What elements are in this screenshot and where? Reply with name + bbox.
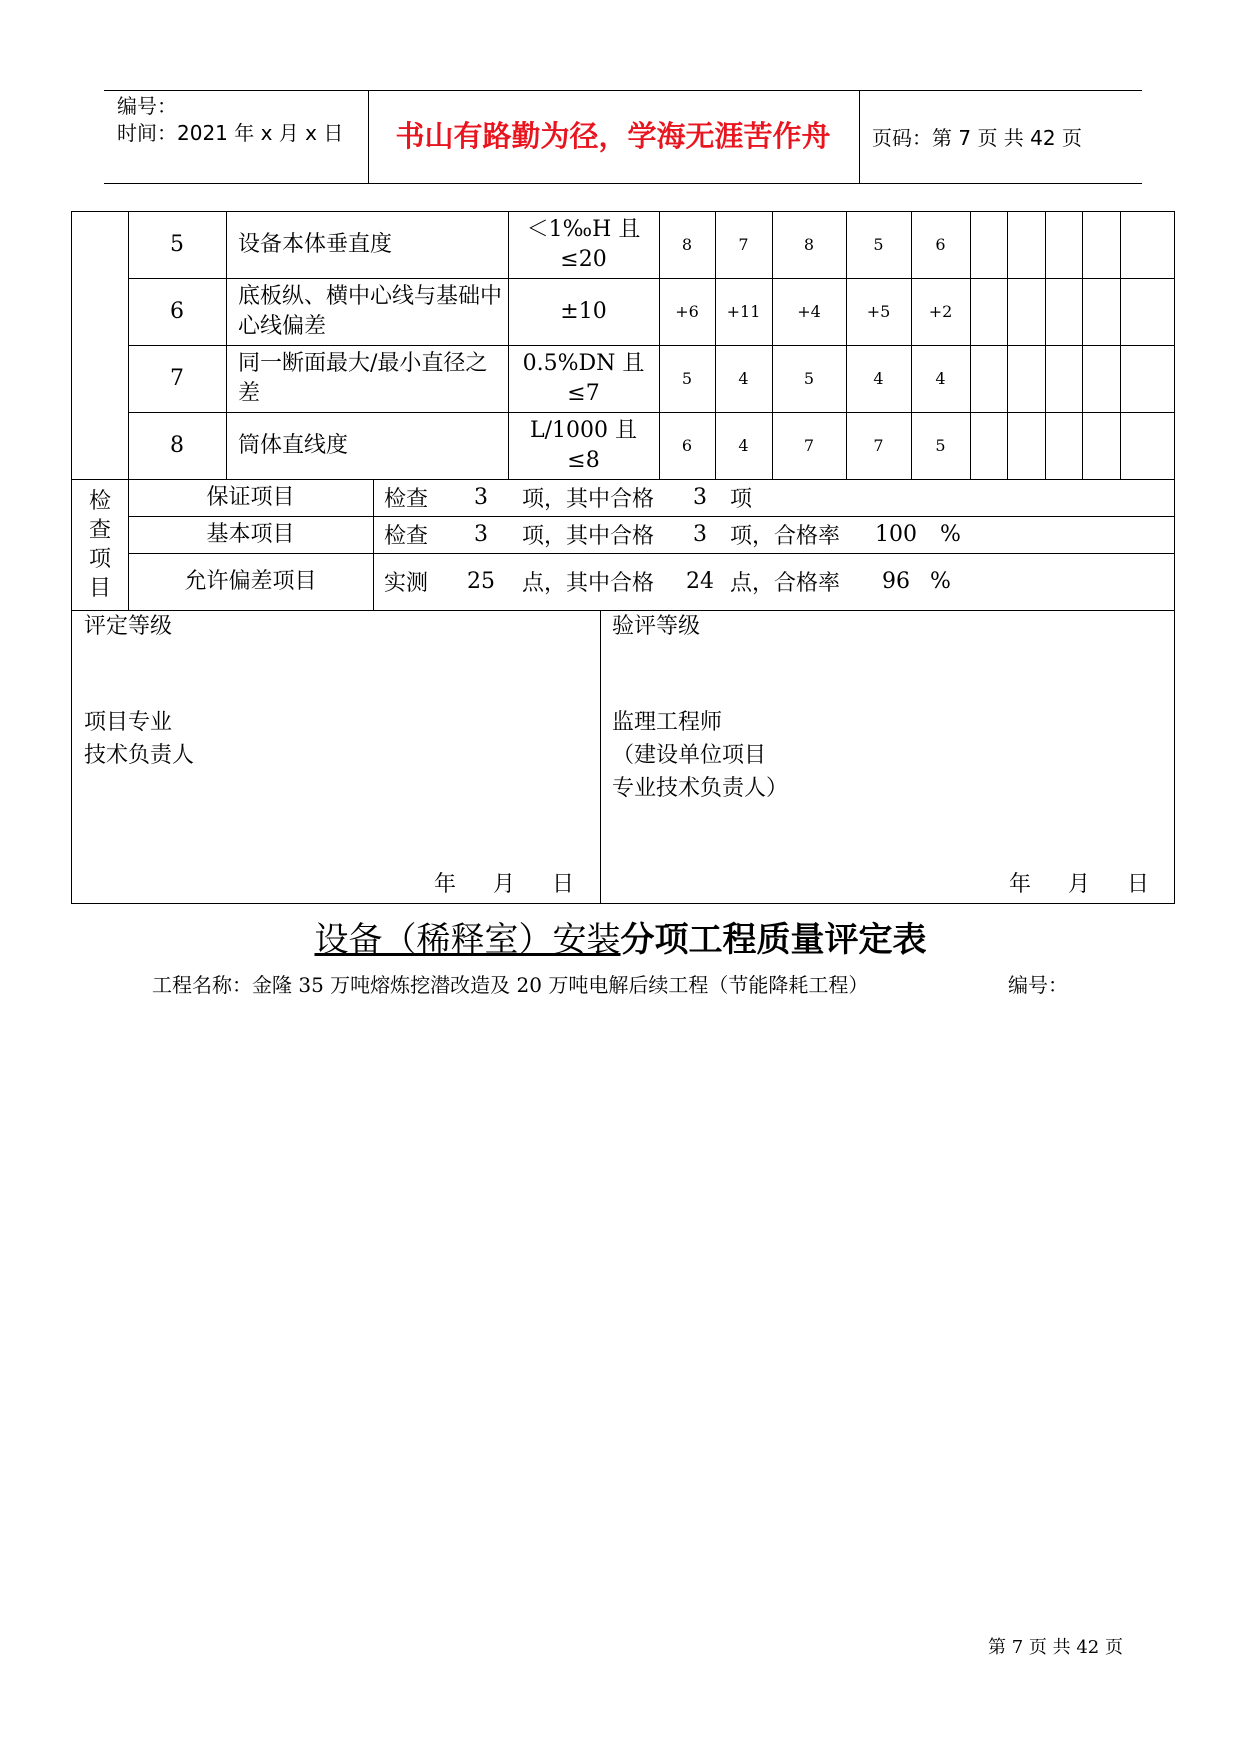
inspection-phrase: 点，其中合格 <box>522 571 655 596</box>
supervisor-label: 专业技术负责人） <box>612 776 789 801</box>
header-divider-2 <box>859 90 860 183</box>
measurement-cell: 7 <box>738 235 749 254</box>
measurement-cell: +6 <box>675 301 699 321</box>
inspection-row-name: 保证项目 <box>206 484 295 510</box>
inspection-phrase: 项，其中合格 <box>522 524 655 549</box>
header-time-label: 时间：2021 年 x 月 x 日 <box>117 121 344 145</box>
col-line <box>1045 212 1046 479</box>
measurement-cell: 7 <box>803 435 815 455</box>
inspection-phrase: 项 <box>730 487 753 512</box>
item-name: 同一断面最大/最小直径之差 <box>238 350 488 406</box>
inspection-verb: 实测 <box>384 571 429 596</box>
col-line <box>1007 212 1008 479</box>
item-tolerance: 0.5%DN 且≤7 <box>522 350 645 406</box>
inspection-percent-sign: % <box>930 569 951 594</box>
measurement-cell: 4 <box>935 368 946 388</box>
acceptance-grade-heading: 验评等级 <box>612 614 701 639</box>
col-line <box>1120 212 1121 479</box>
item-tolerance: ±10 <box>560 298 607 324</box>
inspection-verb: 检查 <box>384 487 429 512</box>
item-number: 7 <box>170 365 184 391</box>
measurement-cell: 5 <box>873 235 884 254</box>
measurement-cell: 7 <box>873 435 884 455</box>
item-number: 5 <box>170 232 184 257</box>
item-name: 设备本体垂直度 <box>238 232 393 257</box>
inspection-row-result <box>384 553 951 610</box>
form-title-underlined: 设备（稀释室）安装 <box>314 920 621 960</box>
measurement-cell: 5 <box>935 435 946 455</box>
measurement-cell: 8 <box>681 235 693 254</box>
supervisor-label: （建设单位项目 <box>612 743 767 768</box>
inspection-pass-count: 24 <box>686 569 714 594</box>
inspection-phrase: 项，其中合格 <box>522 487 655 512</box>
inspection-label: 检查项目 <box>88 489 111 601</box>
inspection-count: 3 <box>474 522 488 547</box>
item-number: 6 <box>170 298 184 324</box>
acceptance-date: 年 月 日 <box>1009 872 1149 897</box>
measurement-cell: +4 <box>797 301 821 321</box>
inspection-pass-rate: 100 <box>875 522 917 547</box>
form-title <box>0 918 1241 962</box>
page-footer: 第 7 页 共 42 页 <box>988 1637 1123 1658</box>
item-number: 8 <box>170 432 184 458</box>
item-name: 筒体直线度 <box>238 432 349 458</box>
header-page-info: 页码：第 7 页 共 42 页 <box>872 126 1082 150</box>
item-name: 底板纵、横中心线与基础中心线偏差 <box>238 283 503 339</box>
inspection-pass-count: 3 <box>693 485 707 510</box>
header-bottom-rule <box>104 183 1142 184</box>
measurement-cell: 5 <box>803 368 815 388</box>
form-title-rest: 分项工程质量评定表 <box>620 920 927 960</box>
inspection-phrase: 点，合格率 <box>730 571 841 596</box>
inspection-row-name: 基本项目 <box>206 521 295 547</box>
col-line <box>1082 212 1083 479</box>
evaluation-signer-label: 技术负责人 <box>84 743 195 768</box>
header-number-label: 编号： <box>117 94 177 118</box>
inspection-row-name: 允许偏差项目 <box>184 568 317 594</box>
measurement-cell: 8 <box>803 235 815 254</box>
measurement-cell: 6 <box>681 435 693 455</box>
header-motto: 书山有路勤为径，学海无涯苦作舟 <box>395 119 831 153</box>
inspection-pass-rate: 96 <box>882 569 910 594</box>
inspection-count: 3 <box>474 485 488 510</box>
project-name: 工程名称：金隆 35 万吨熔炼挖潜改造及 20 万吨电解后续工程（节能降耗工程） <box>152 973 869 997</box>
col-line <box>970 212 971 479</box>
header-top-rule <box>104 90 1142 91</box>
inspection-phrase: 项，合格率 <box>730 524 841 549</box>
measurement-cell: +5 <box>866 301 891 321</box>
measurement-cell: +11 <box>726 301 761 321</box>
inspection-percent-sign: % <box>940 522 961 547</box>
inspection-verb: 检查 <box>384 524 429 549</box>
inspection-count: 25 <box>467 569 495 594</box>
inspection-row-result <box>384 479 752 516</box>
measurement-cell: 5 <box>681 368 693 388</box>
inspection-pass-count: 3 <box>693 522 707 547</box>
evaluation-signer-label: 项目专业 <box>84 710 173 735</box>
inspection-row-result <box>384 516 961 553</box>
item-tolerance: L/1000 且≤8 <box>529 417 637 473</box>
evaluation-grade-heading: 评定等级 <box>84 614 173 639</box>
quality-assessment-form <box>71 211 1175 904</box>
measurement-cell: 4 <box>873 368 884 388</box>
measurement-cell: 6 <box>935 235 946 254</box>
measurement-cell: +2 <box>928 301 953 321</box>
col-line <box>600 610 601 904</box>
supervisor-label: 监理工程师 <box>612 710 723 735</box>
evaluation-date: 年 月 日 <box>434 872 574 897</box>
col-line <box>373 479 374 610</box>
measurement-cell: 4 <box>738 435 749 455</box>
item-tolerance: ＜1‰H 且≤20 <box>526 217 641 272</box>
project-number-label: 编号： <box>1008 973 1068 997</box>
measurement-cell: 4 <box>738 368 749 388</box>
